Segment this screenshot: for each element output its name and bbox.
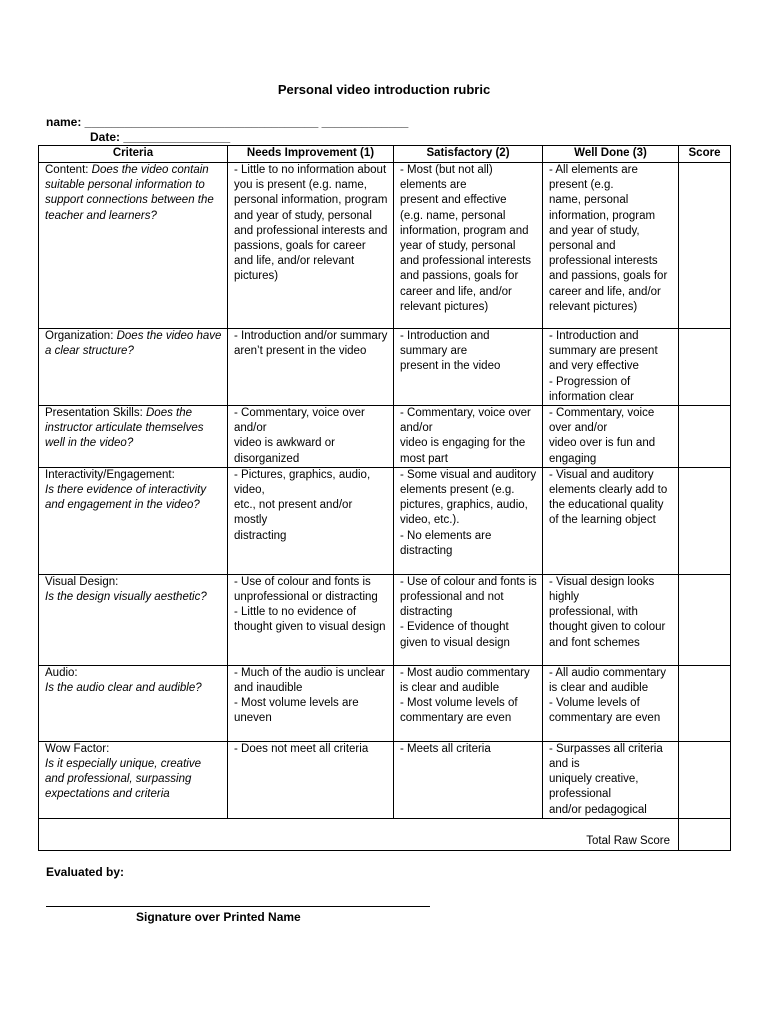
date-field-line: Date: ________________ xyxy=(90,130,231,144)
criterion-question: Is the audio clear and audible? xyxy=(45,682,202,695)
well-done-cell: - Visual and auditory elements clearly add to the educational quality of the learning object xyxy=(543,467,679,574)
criterion-cell xyxy=(39,329,228,406)
criterion-question: Is the design visually aesthetic? xyxy=(45,591,207,604)
satisfactory-cell: - Use of colour and fonts is professional and not distracting - Evidence of thought given to visual design xyxy=(394,574,543,665)
well-done-cell: - All audio commentary is clear and audible - Volume levels of commentary are even xyxy=(543,665,679,741)
well-done-cell: - Visual design looks highly professional, with thought given to colour and font schemes xyxy=(543,574,679,665)
table-row xyxy=(39,665,731,741)
name-field-line: name: ___________________________________ _____________ xyxy=(46,115,409,129)
rubric-header-row xyxy=(39,146,731,163)
column-header-needs-improvement: Needs Improvement (1) xyxy=(228,146,394,163)
column-header-well-done: Well Done (3) xyxy=(543,146,679,163)
table-row xyxy=(39,467,731,574)
criterion-label: Presentation Skills: xyxy=(45,407,146,420)
score-cell[interactable] xyxy=(679,406,731,468)
signature-label: Signature over Printed Name xyxy=(136,910,301,924)
needs-improvement-cell: - Does not meet all criteria xyxy=(228,741,394,818)
satisfactory-cell: - Most audio commentary is clear and audible - Most volume levels of commentary are even xyxy=(394,665,543,741)
criterion-cell xyxy=(39,665,228,741)
well-done-cell: - All elements are present (e.g. name, personal information, program and year of study, personal and professional interests and passions, goals for career and life, and/or relevant pictures) xyxy=(543,163,679,329)
score-cell[interactable] xyxy=(679,741,731,818)
criterion-question: Does the video contain suitable personal information to support connections between the teacher and learners? xyxy=(45,164,214,222)
criterion-question: Is there evidence of interactivity and engagement in the video? xyxy=(45,484,207,512)
satisfactory-cell: - Most (but not all) elements are present and effective (e.g. name, personal information, program and year of study, personal and professional interests and passions, goals for career and life, and/or relevant pictures) xyxy=(394,163,543,329)
well-done-cell: - Surpasses all criteria and is uniquely creative, professional and/or pedagogical xyxy=(543,741,679,818)
criterion-label: Wow Factor: xyxy=(45,742,110,755)
signature-line[interactable] xyxy=(46,906,430,907)
table-row xyxy=(39,741,731,818)
criterion-question: Does the video have a clear structure? xyxy=(45,330,222,358)
score-cell[interactable] xyxy=(679,665,731,741)
table-row xyxy=(39,406,731,468)
criterion-label: Interactivity/Engagement: xyxy=(45,468,175,481)
satisfactory-cell: - Meets all criteria xyxy=(394,741,543,818)
total-row xyxy=(39,818,731,850)
needs-improvement-cell: - Much of the audio is unclear and inaudible - Most volume levels are uneven xyxy=(228,665,394,741)
score-cell[interactable] xyxy=(679,163,731,329)
document-title: Personal video introduction rubric xyxy=(277,82,491,97)
criterion-cell xyxy=(39,163,228,329)
column-header-score: Score xyxy=(679,146,731,163)
column-header-satisfactory: Satisfactory (2) xyxy=(394,146,543,163)
satisfactory-cell: - Some visual and auditory elements present (e.g. pictures, graphics, audio, video, etc.). - No elements are distracting xyxy=(394,467,543,574)
rubric-table xyxy=(38,145,731,851)
table-row xyxy=(39,163,731,329)
criterion-question: Does the instructor articulate themselves well in the video? xyxy=(45,407,204,450)
criterion-cell xyxy=(39,406,228,468)
well-done-cell: - Introduction and summary are present and very effective - Progression of information clear xyxy=(543,329,679,406)
criterion-question: Is it especially unique, creative and professional, surpassing expectations and criteria xyxy=(45,758,201,801)
well-done-cell: - Commentary, voice over and/or video over is fun and engaging xyxy=(543,406,679,468)
criterion-label: Visual Design: xyxy=(45,575,119,588)
score-cell[interactable] xyxy=(679,574,731,665)
satisfactory-cell: - Introduction and summary are present in the video xyxy=(394,329,543,406)
satisfactory-cell: - Commentary, voice over and/or video is engaging for the most part xyxy=(394,406,543,468)
needs-improvement-cell: - Little to no information about you is present (e.g. name, personal information, program and year of study, personal and professional interests and passions, goals for career and life, and/or relevant pictures) xyxy=(228,163,394,329)
needs-improvement-cell: - Use of colour and fonts is unprofessional or distracting - Little to no evidence of thought given to visual design xyxy=(228,574,394,665)
criterion-label: Audio: xyxy=(45,666,78,679)
table-row xyxy=(39,329,731,406)
criterion-cell xyxy=(39,574,228,665)
needs-improvement-cell: - Pictures, graphics, audio, video, etc., not present and/or mostly distracting xyxy=(228,467,394,574)
total-score-cell[interactable] xyxy=(679,818,731,850)
column-header-criteria: Criteria xyxy=(39,146,228,163)
total-raw-score-label: Total Raw Score xyxy=(39,818,679,850)
evaluated-by-label: Evaluated by: xyxy=(46,865,125,879)
criterion-label: Organization: xyxy=(45,330,117,342)
criterion-label: Content: xyxy=(45,164,92,176)
score-cell[interactable] xyxy=(679,467,731,574)
needs-improvement-cell: - Commentary, voice over and/or video is awkward or disorganized xyxy=(228,406,394,468)
criterion-cell xyxy=(39,741,228,818)
needs-improvement-cell: - Introduction and/or summary aren’t present in the video xyxy=(228,329,394,406)
table-row xyxy=(39,574,731,665)
score-cell[interactable] xyxy=(679,329,731,406)
criterion-cell xyxy=(39,467,228,574)
